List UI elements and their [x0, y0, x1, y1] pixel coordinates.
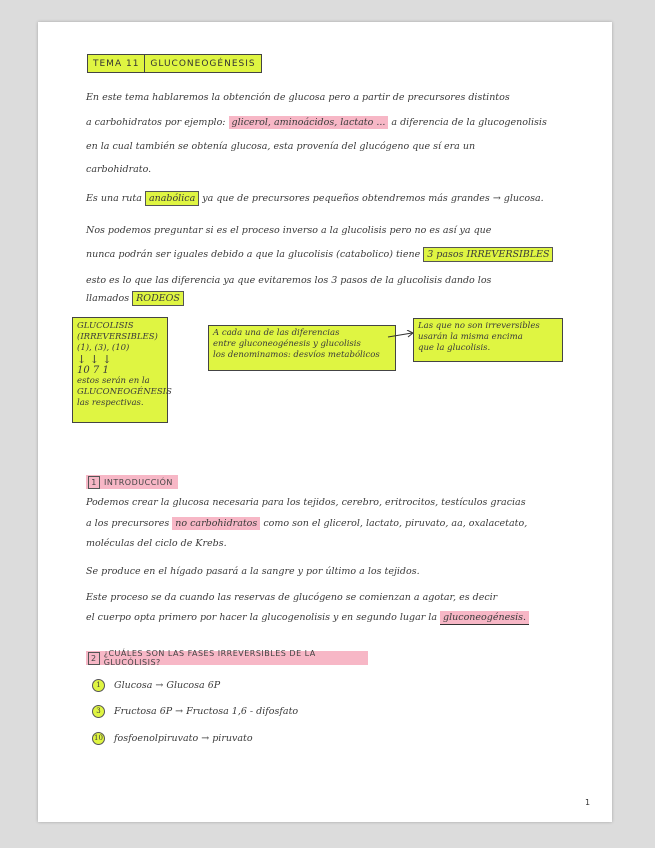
inverso-line-4: llamados RODEOS: [86, 293, 184, 304]
fase-item-1: 1 Glucosa → Glucosa 6P: [92, 679, 220, 692]
section-2-number: 2: [88, 652, 100, 665]
section-2-header: [86, 651, 368, 665]
page-title: [87, 54, 262, 73]
intro-line-4: carbohidrato.: [86, 164, 152, 175]
highlight-rodeos: RODEOS: [132, 291, 184, 306]
highlight-no-carbohidratos: no carbohidratos: [172, 517, 260, 530]
fase-number-badge: 10: [92, 732, 105, 745]
section-1-p1-line-2: a los precursores no carbohidratos como son el glicerol, lactato, piruvato, aa, oxalacetato,: [86, 518, 528, 529]
fase-number-badge: 3: [92, 705, 105, 718]
fase-number-badge: 1: [92, 679, 105, 692]
ruta-line: Es una ruta anabólica ya que de precursores pequeños obtendremos más grandes → glucosa.: [86, 193, 544, 204]
intro-line-1: En este tema hablaremos la obtención de glucosa pero a partir de precursores distintos: [86, 92, 510, 103]
reversibles-box: Las que no son irreversibles usarán la misma encima que la glucolisis.: [413, 318, 563, 362]
down-arrows: ↓ ↓ ↓: [77, 353, 112, 366]
highlight-anabolica: anabólica: [145, 191, 199, 206]
section-1-p2: Se produce en el hígado pasará a la sangre y por último a los tejidos.: [86, 566, 420, 577]
section-1-title: INTRODUCCIÓN: [104, 477, 173, 487]
inverso-line-3: esto es lo que las diferencia ya que evitaremos los 3 pasos de la glucolisis dando los: [86, 275, 492, 286]
intro-line-2: a carbohidratos por ejemplo: glicerol, aminoácidos, lactato ... a diferencia de la glucogenolisis: [86, 117, 547, 128]
section-2-title: ¿CUÁLES SON LAS FASES IRREVERSIBLES DE LA GLUCÓLISIS?: [103, 649, 316, 667]
glucolisis-box: GLUCOLISIS (IRREVERSIBLES) (1), (3), (10) ↓ ↓ ↓ 10 7 1 estos serán en la GLUCONEOGÉNESIS las respectivas.: [72, 317, 168, 423]
section-1-number: 1: [88, 476, 100, 489]
right-arrow-icon: [386, 330, 416, 344]
section-1-p3-line-1: Este proceso se da cuando las reservas de glucógeno se comienzan a agotar, es decir: [86, 592, 498, 603]
section-1-p1-line-1: Podemos crear la glucosa necesaria para los tejidos, cerebro, eritrocitos, testículos gracias: [86, 497, 526, 508]
fase-item-10: 10 fosfoenolpiruvato → piruvato: [92, 732, 253, 745]
diferencias-box: A cada una de las diferencias entre gluconeogénesis y glucolisis los denominamos: desvíos metabólicos: [208, 325, 396, 371]
section-1-p3-line-2: el cuerpo opta primero por hacer la glucogenolisis y en segundo lugar la gluconeogénesis.: [86, 612, 529, 623]
highlight-gluconeogenesis: gluconeogénesis.: [440, 611, 529, 625]
highlight-precursores: glicerol, aminoácidos, lactato ...: [229, 116, 389, 129]
highlight-3-pasos: 3 pasos IRREVERSIBLES: [423, 247, 553, 262]
tema-name: GLUCONEOGÉNESIS: [150, 58, 256, 69]
section-1-header: [86, 475, 178, 489]
inverso-line-2: nunca podrán ser iguales debido a que la glucolisis (catabolico) tiene 3 pasos IRREVERSIBLES: [86, 249, 553, 260]
tema-label: TEMA 11: [93, 58, 140, 69]
section-1-p1-line-3: moléculas del ciclo de Krebs.: [86, 538, 227, 549]
fase-item-3: 3 Fructosa 6P → Fructosa 1,6 - difosfato: [92, 705, 298, 718]
intro-line-3: en la cual también se obtenía glucosa, esta provenía del glucógeno que sí era un: [86, 141, 476, 152]
page-number: 1: [585, 798, 591, 807]
inverso-line-1: Nos podemos preguntar si es el proceso inverso a la glucolisis pero no es así ya que: [86, 225, 492, 236]
